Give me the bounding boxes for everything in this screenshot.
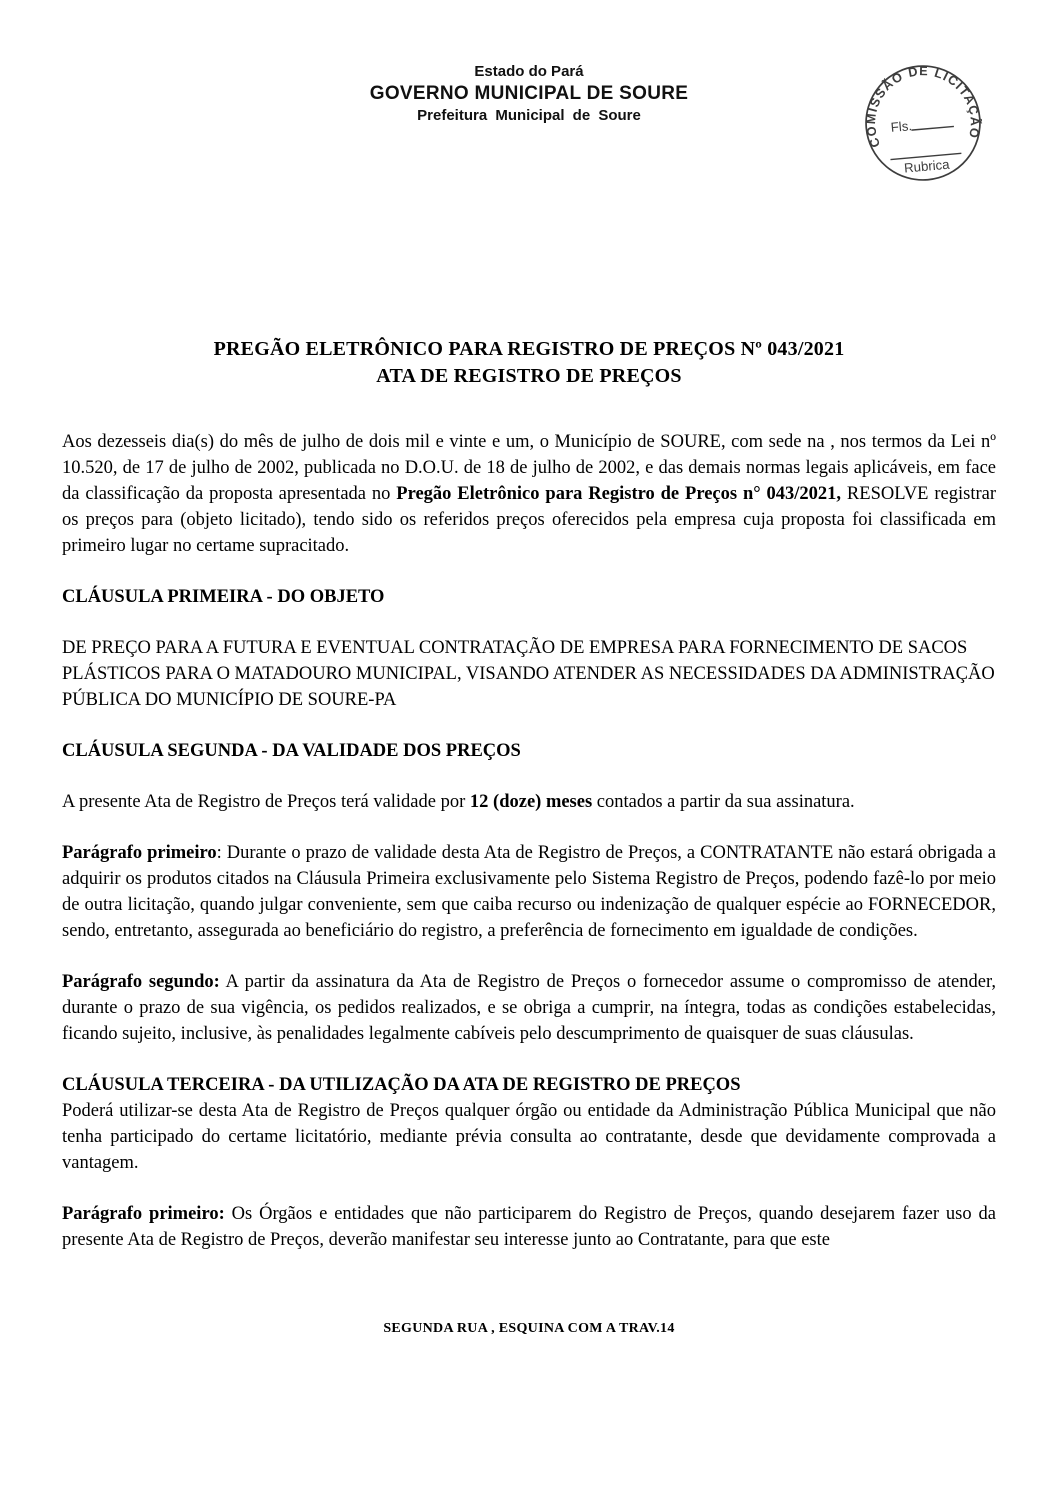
clause3-paragraph-first-label: Parágrafo primeiro: — [62, 1204, 225, 1224]
paragraph-second-text: A partir da assinatura da Ata de Registro de Preços o fornecedor assume o compromisso de atender, durante o prazo de sua vigência, os pedidos realizados, e se obriga a cumprir, na íntegra, todas as condições estabelecidas, ficando sujeito, inclusive, às penalidades legalmente cabíveis pelo descumprimento de quaisquer de suas cláusulas. — [62, 972, 996, 1044]
validity-text-after: contados a partir da sua assinatura. — [592, 792, 855, 812]
paragraph-second-label: Parágrafo segundo: — [62, 972, 220, 992]
svg-text:COMISSÃO DE LICITAÇÃO — [859, 59, 985, 150]
document-title — [0, 336, 1058, 390]
letterhead-government: GOVERNO MUNICIPAL DE SOURE — [369, 83, 689, 104]
intro-bold-reference: Pregão Eletrônico para Registro de Preços n° 043/2021, — [396, 484, 842, 504]
document-body — [62, 429, 996, 1253]
clause3-paragraph-first-text: Os Órgãos e entidades que não participarem do Registro de Preços, quando desejarem fazer uso da presente Ata de Registro de Preços, deverão manifestar seu interesse junto ao Contratante, para que este — [62, 1204, 996, 1250]
clause-3-usage-text: Poderá utilizar-se desta Ata de Registro de Preços qualquer órgão ou entidade da Administração Pública Municipal que não tenha participado do certame licitatório, mediante prévia consulta ao contratante, desde que devidamente comprovada a vantagem. — [62, 1101, 996, 1173]
clause-3-paragraph-first — [62, 1201, 996, 1253]
letterhead-prefecture: Prefeitura Municipal de Soure — [417, 107, 641, 124]
intro-text-after: RESOLVE registrar os preços para (objeto licitado), tendo sido os referidos preços oferecidos pela empresa cuja proposta foi classificada em primeiro lugar no certame supracitado. — [62, 484, 997, 556]
clause-3-heading: CLÁUSULA TERCEIRA - DA UTILIZAÇÃO DA ATA DE REGISTRO DE PREÇOS — [62, 1075, 741, 1095]
clause-2-paragraph-second — [62, 969, 996, 1047]
clause-2-heading: CLÁUSULA SEGUNDA - DA VALIDADE DOS PREÇOS — [62, 741, 521, 761]
validity-bold-duration: 12 (doze) meses — [469, 792, 593, 812]
intro-paragraph — [62, 429, 996, 559]
stamp-fls-label: Fls. — [890, 118, 913, 135]
clause-2-paragraph-first — [62, 840, 996, 944]
stamp-seal-icon — [857, 55, 990, 191]
letterhead-state: Estado do Pará — [474, 63, 584, 80]
clause-1-object-text: DE PREÇO PARA A FUTURA E EVENTUAL CONTRATAÇÃO DE EMPRESA PARA FORNECIMENTO DE SACOS PLÁSTICOS PARA O MATADOURO MUNICIPAL, VISANDO ATENDER AS NECESSIDADES DA ADMINISTRAÇÃO PÚBLICA DO MUNICÍPIO DE SOURE-PA — [62, 638, 995, 710]
document-title-line2: ATA DE REGISTRO DE PREÇOS — [376, 365, 682, 387]
footer-address: SEGUNDA RUA , ESQUINA COM A TRAV.14 — [383, 1321, 675, 1336]
stamp-rubrica-label: Rubrica — [903, 156, 951, 176]
document-title-line1: PREGÃO ELETRÔNICO PARA REGISTRO DE PREÇOS Nº 043/2021 — [213, 338, 845, 360]
paragraph-first-label: Parágrafo primeiro — [62, 843, 217, 863]
commission-stamp — [857, 55, 990, 191]
clause-2-validity-paragraph — [62, 789, 996, 815]
stamp-arc-text: COMISSÃO DE LICITAÇÃO — [863, 64, 982, 150]
validity-text-before: A presente Ata de Registro de Preços terá validade por — [62, 792, 470, 812]
intro-text-before: Aos dezesseis dia(s) do mês de julho de dois mil e vinte e um, o Município de SOURE, com sede na , nos termos da Lei nº 10.520, de 17 de julho de 2002, publicada no D.O.U. de 18 de julho de 2002, e das demais normas legais aplicáveis, em face da classificação da proposta apresentada no — [62, 432, 996, 504]
paragraph-first-text: : Durante o prazo de validade desta Ata de Registro de Preços, a CONTRATANTE não estará obrigada a adquirir os produtos citados na Cláusula Primeira exclusivamente pelo Sistema Registro de Preços, podendo fazê-lo por meio de outra licitação, quando julgar conveniente, sem que caiba recurso ou indenização de qualquer espécie ao FORNECEDOR, sendo, entretanto, assegurada ao beneficiário do registro, a preferência de fornecimento em igualdade de condições. — [62, 843, 996, 941]
clause-1-heading: CLÁUSULA PRIMEIRA - DO OBJETO — [62, 587, 385, 607]
